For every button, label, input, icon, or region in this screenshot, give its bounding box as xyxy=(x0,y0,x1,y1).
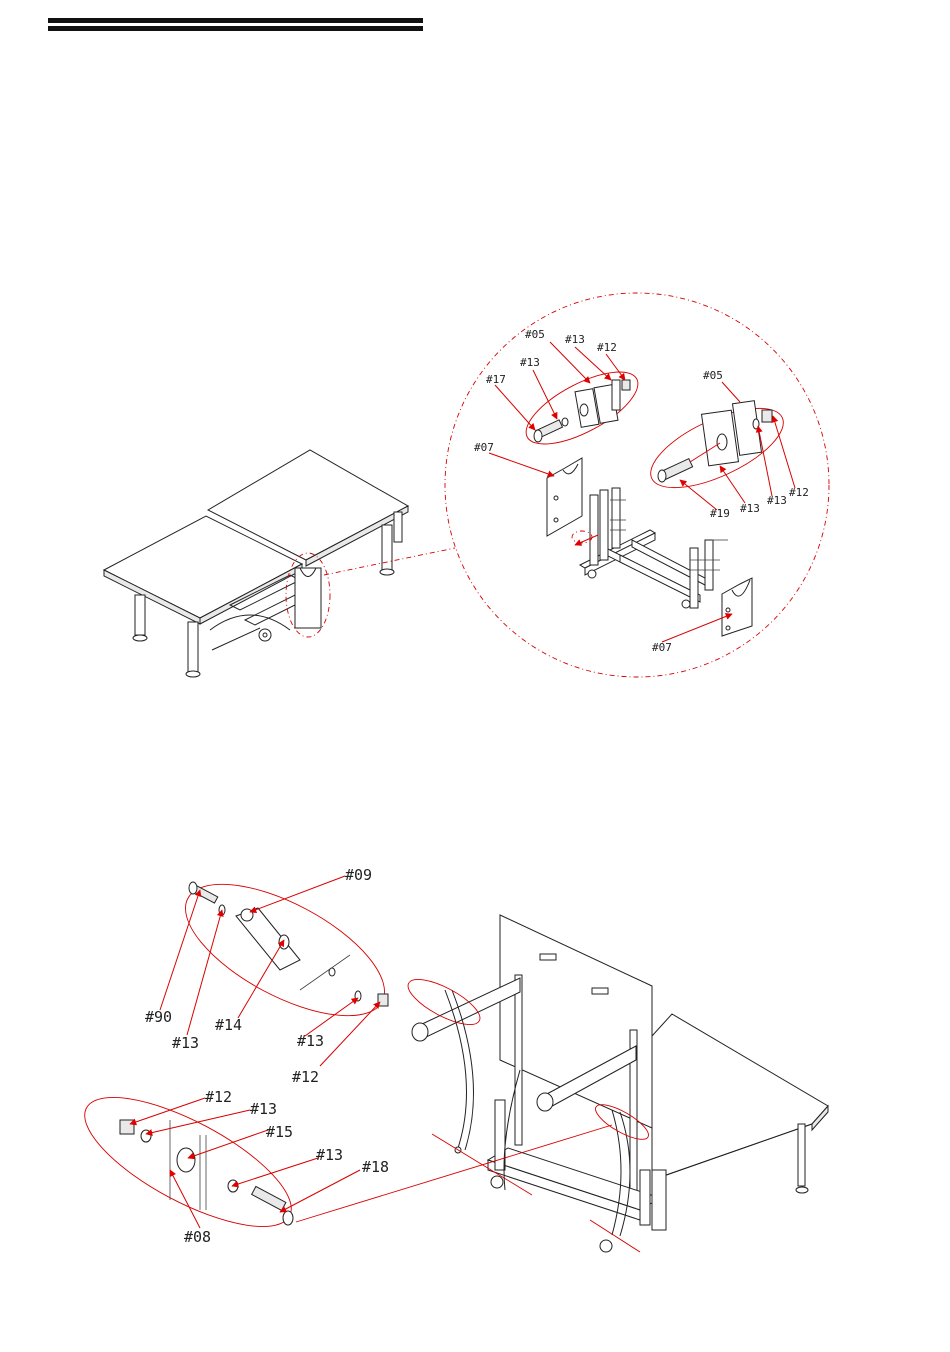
label-12-top: #12 xyxy=(597,341,617,354)
label-13-left: #13 xyxy=(520,356,540,369)
label-12-a: #12 xyxy=(292,1068,320,1086)
label-12-b: #12 xyxy=(205,1088,233,1106)
label-13-right: #13 xyxy=(767,494,787,507)
top-callout-labels xyxy=(474,328,809,654)
label-08: #08 xyxy=(184,1228,212,1246)
label-19: #19 xyxy=(710,507,730,520)
label-13-d: #13 xyxy=(316,1146,344,1164)
label-13-mid: #13 xyxy=(740,502,760,515)
label-07-left: #07 xyxy=(474,441,494,454)
top-table-assembled xyxy=(104,450,455,677)
label-05-right: #05 xyxy=(703,369,723,382)
label-17: #17 xyxy=(486,373,506,386)
label-05-left: #05 xyxy=(525,328,545,341)
label-09: #09 xyxy=(345,866,373,884)
top-detail-magnified xyxy=(445,293,829,677)
label-12-right: #12 xyxy=(789,486,809,499)
label-18: #18 xyxy=(362,1158,390,1176)
label-13-a: #13 xyxy=(172,1034,200,1052)
label-13-top: #13 xyxy=(565,333,585,346)
label-13-c: #13 xyxy=(250,1100,278,1118)
label-90: #90 xyxy=(145,1008,173,1026)
label-14: #14 xyxy=(215,1016,243,1034)
label-07-bottom: #07 xyxy=(652,641,672,654)
bottom-table-folded xyxy=(402,915,828,1252)
label-15: #15 xyxy=(266,1123,294,1141)
header-double-rule xyxy=(48,18,423,31)
label-13-b: #13 xyxy=(297,1032,325,1050)
